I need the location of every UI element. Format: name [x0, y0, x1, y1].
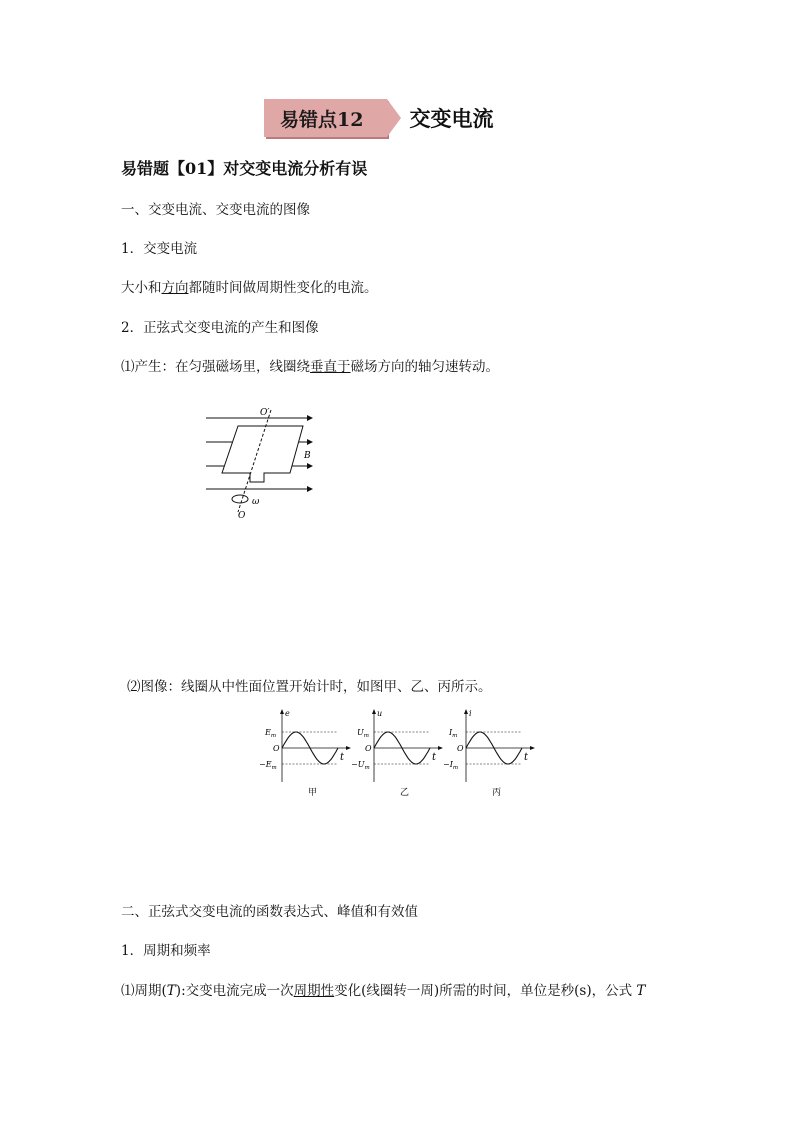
y-arrow [464, 709, 468, 714]
b-field-label: B [304, 451, 311, 461]
peak-subscript: m [363, 733, 369, 739]
peak-label: $I_m$ [449, 728, 458, 739]
x-arrow [438, 746, 443, 750]
omega-label: ω [252, 497, 260, 507]
trough-subscript: m [364, 765, 370, 771]
underlined-term: 方向 [161, 280, 189, 296]
text: 大小和 [121, 280, 162, 296]
peak-label: $E_m$ [265, 728, 277, 739]
graph-caption: 乙 [400, 788, 410, 798]
section-heading: 易错题【01】对交变电流分析有误 [121, 159, 368, 178]
graph-e [259, 709, 351, 798]
chapter-title-text: 交变电流 [409, 106, 494, 131]
coil-in-field-diagram [200, 402, 320, 522]
peak-label: $U_m$ [357, 728, 369, 739]
x-arrow [346, 746, 351, 750]
t-label: t [524, 752, 529, 763]
symbol-T: T [636, 983, 646, 999]
trough-label: $-E_m$ [259, 760, 277, 771]
text: 都随时间做周期性变化的电流。 [188, 280, 378, 296]
origin-label: O [365, 744, 372, 753]
t-label: t [340, 752, 345, 763]
paragraph-generation [121, 355, 499, 375]
peak-subscript: m [270, 733, 277, 739]
sine-graphs-svg [258, 706, 538, 802]
trough-label: $-I_m$ [443, 760, 459, 771]
subsection-1-2: 2．正弦式交变电流的产生和图像 [121, 320, 319, 336]
graph-caption: 丙 [492, 788, 502, 798]
symbol-T: T [166, 983, 176, 999]
origin-label: O [273, 744, 280, 753]
text: 变化(线圈转一周)所需的时间，单位是秒(s)，公式 [334, 983, 633, 999]
axis-label: i [469, 709, 472, 718]
graph-u [351, 709, 443, 798]
sine-graphs [258, 706, 538, 802]
trough-label: $-U_m$ [351, 760, 370, 771]
subsection-2-1: 1．周期和频率 [121, 943, 211, 959]
chapter-title [264, 99, 493, 137]
text: 磁场方向的轴匀速转动。 [350, 359, 499, 375]
paragraph-period [121, 979, 645, 999]
paragraph-ac-definition [121, 276, 378, 296]
graph-i [443, 709, 535, 798]
axis-top-label: O′ [260, 408, 270, 418]
x-arrow [530, 746, 535, 750]
section-2-heading: 二、正弦式交变电流的函数表达式、峰值和有效值 [121, 904, 418, 920]
y-arrow [372, 709, 376, 714]
section-1-heading: 一、交变电流、交变电流的图像 [121, 202, 310, 218]
paragraph-graphs: ⑵图像：线圈从中性面位置开始计时，如图甲、乙、丙所示。 [127, 679, 492, 695]
origin-label: O [457, 744, 464, 753]
chapter-badge: 易错点12 [264, 99, 387, 137]
underlined-term: 垂直于 [310, 359, 351, 375]
t-label: t [432, 752, 437, 763]
axis-label: u [377, 709, 383, 718]
text: ⑴周期( [121, 983, 167, 999]
axis-label: e [285, 709, 290, 718]
trough-subscript: m [271, 765, 277, 771]
axis-bottom-label: O [238, 511, 246, 521]
graph-caption: 甲 [308, 788, 318, 798]
subsection-1-1: 1．交变电流 [121, 241, 198, 257]
peak-subscript: m [452, 733, 458, 739]
trough-subscript: m [452, 765, 459, 771]
underlined-term: 周期性 [293, 983, 335, 999]
text: ):交变电流完成一次 [175, 983, 294, 999]
y-arrow [280, 709, 284, 714]
text: ⑴产生：在匀强磁场里，线圈绕 [121, 359, 310, 375]
